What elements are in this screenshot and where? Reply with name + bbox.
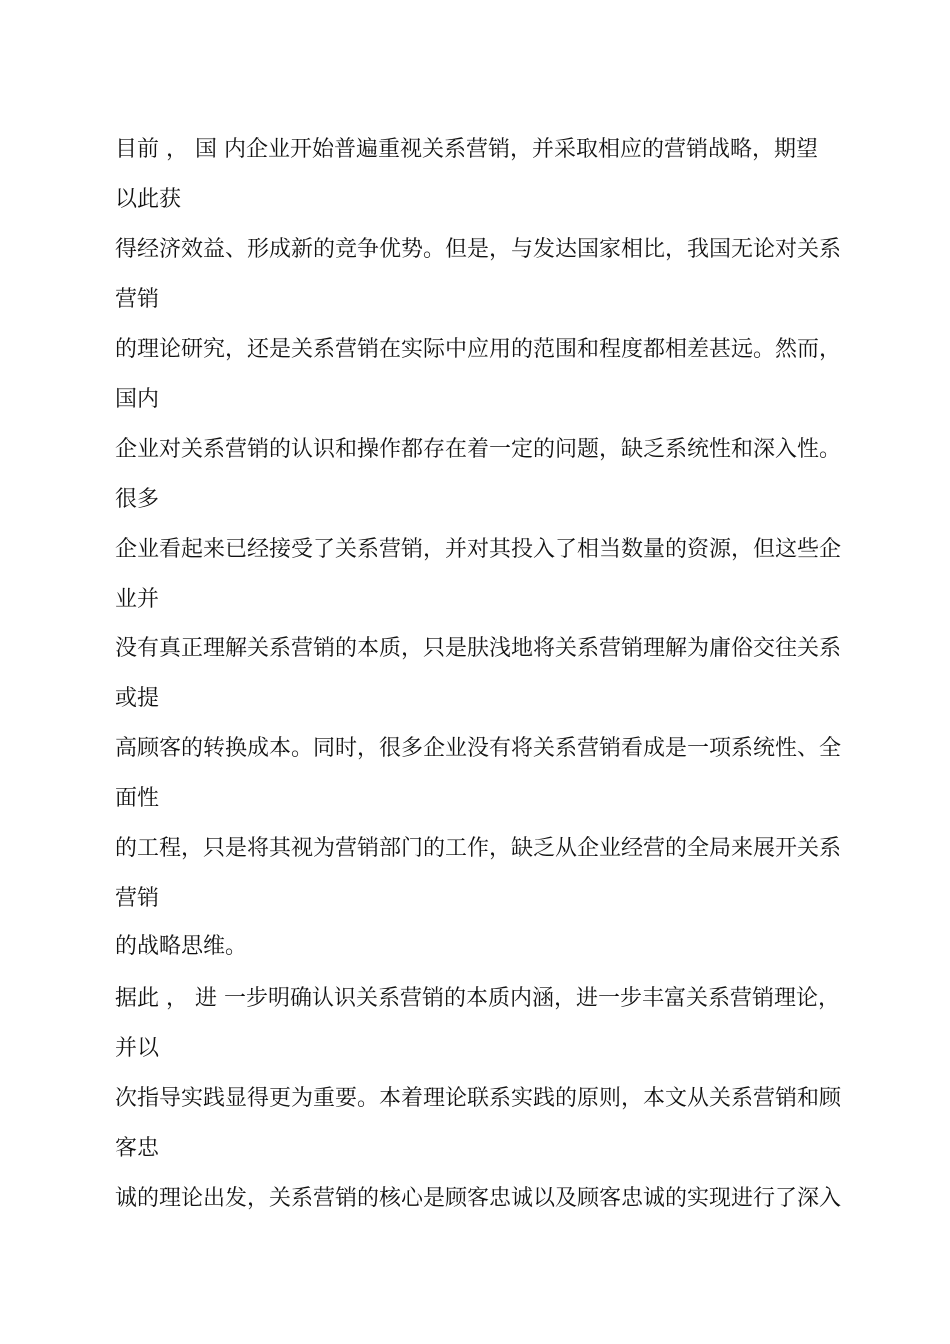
text-line: 的战略思维。 [115,934,248,959]
text-line: 据此 ， 进 一步明确认识关系营销的本质内涵，进一步丰富关系营销理论， [115,986,840,1011]
text-line: 目前 ， 国 内企业开始普遍重视关系营销，并采取相应的营销战略，期望 [115,137,818,162]
text-line: 高顾客的转换成本。同时，很多企业没有将关系营销看成是一项系统性、全 [115,736,842,761]
text-line: 次指导实践显得更为重要。本着理论联系实践的原则，本文从关系营销和顾 [115,1086,842,1111]
text-line: 得经济效益、形成新的竞争优势。但是，与发达国家相比，我国无论对关系 [115,237,842,262]
text-line: 的理论研究，还是关系营销在实际中应用的范围和程度都相差甚远。然而， [115,337,842,362]
text-line: 企业看起来已经接受了关系营销，并对其投入了相当数量的资源，但这些企 [115,537,842,562]
text-line: 营销 [115,287,160,312]
text-line: 客忠 [115,1136,160,1161]
text-line: 诚的理论出发，关系营销的核心是顾客忠诚以及顾客忠诚的实现进行了深入 [115,1186,842,1211]
text-line: 或提 [115,686,160,711]
text-line: 没有真正理解关系营销的本质，只是肤浅地将关系营销理解为庸俗交往关系 [115,636,842,661]
text-line: 企业对关系营销的认识和操作都存在着一定的问题，缺乏系统性和深入性。 [115,437,842,462]
text-line: 的工程，只是将其视为营销部门的工作，缺乏从企业经营的全局来展开关系 [115,836,842,861]
text-line: 营销 [115,886,160,911]
text-line: 面性 [115,786,160,811]
text-line: 业并 [115,587,160,612]
text-line: 并以 [115,1036,160,1061]
text-line: 国内 [115,387,160,412]
text-line: 以此获 [115,187,182,212]
text-line: 很多 [115,487,160,512]
